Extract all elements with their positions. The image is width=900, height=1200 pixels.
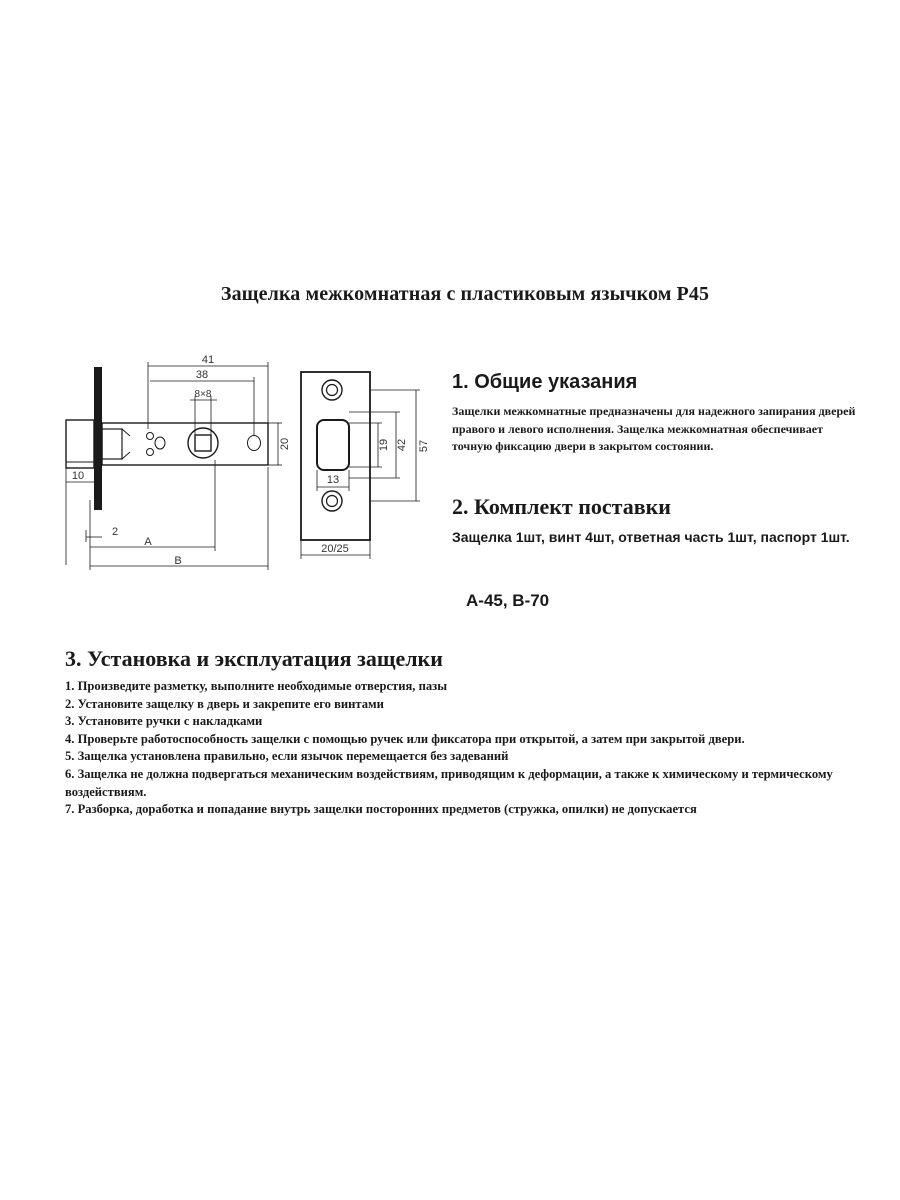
ab-dimensions: А-45, В-70	[466, 591, 550, 610]
dim-2: 2	[111, 526, 119, 538]
dim-41: 41	[201, 354, 215, 366]
list-item: 4. Проверьте работоспособность защелки с помощью ручек или фиксатора при открытой, а затем при закрытой двери.	[65, 731, 745, 746]
dim-20-25: 20/25	[321, 543, 349, 555]
dim-A: A	[144, 536, 152, 548]
dim-8x8: 8×8	[194, 389, 212, 400]
strike-opening	[317, 420, 349, 470]
follower-hub	[188, 428, 218, 458]
strike-plate	[301, 372, 370, 540]
screw-hole-right	[248, 436, 261, 451]
list-item: 5. Защелка установлена правильно, если язычок перемещается без задеваний	[65, 749, 509, 764]
dim-10: 10	[71, 470, 85, 482]
latch-technical-drawing	[60, 350, 440, 580]
section1-text: Защелки межкомнатные предназначены для надежного запирания дверей правого и левого исполнения. Защелка межкомнатная обеспечивает точную фиксацию двери в закрытом состоянии.	[452, 404, 856, 453]
dim-19: 19	[378, 438, 390, 452]
faceplate	[94, 367, 102, 510]
screw-hole-left	[147, 433, 154, 440]
dim-42: 42	[396, 438, 408, 452]
strike-screw-top	[322, 380, 342, 400]
page-title: Защелка межкомнатная с пластиковым язычком Р45	[220, 283, 710, 305]
list-item: 3. Установите ручки с накладками	[65, 714, 263, 729]
strike-dimension-lines	[301, 390, 420, 559]
dim-38: 38	[195, 369, 209, 381]
installation-list	[65, 678, 875, 819]
latch-body	[102, 423, 268, 465]
square-spindle-hole	[195, 435, 211, 451]
section2-text: Защелка 1шт, винт 4шт, ответная часть 1шт, паспорт 1шт.	[452, 529, 850, 545]
list-item: 6. Защелка не должна подвергаться механическим воздействиям, приводящим к деформации, а также к химическому и термическому воздействиям.	[65, 766, 833, 799]
dim-20: 20	[279, 437, 291, 451]
section3-heading: 3. Установка и эксплуатация защелки	[65, 646, 443, 671]
dim-57: 57	[418, 439, 430, 453]
bolt-tail	[102, 429, 122, 459]
dim-B: B	[174, 555, 182, 567]
dim-13: 13	[326, 474, 340, 486]
list-item: 2. Установите защелку в дверь и закрепите его винтами	[65, 696, 384, 711]
section2-heading: 2. Комплект поставки	[452, 494, 671, 519]
list-item: 7. Разборка, доработка и попадание внутрь защелки посторонних предметов (стружка, опилки) не допускается	[65, 802, 697, 817]
section1-heading: 1. Общие указания	[452, 371, 638, 393]
latch-bolt	[66, 420, 94, 468]
strike-plate-view	[301, 372, 370, 540]
strike-screw-bottom	[322, 491, 342, 511]
follower-hole-small	[155, 437, 165, 449]
latch-side-view	[66, 367, 268, 510]
list-item: 1. Произведите разметку, выполните необходимые отверстия, пазы	[65, 679, 448, 693]
